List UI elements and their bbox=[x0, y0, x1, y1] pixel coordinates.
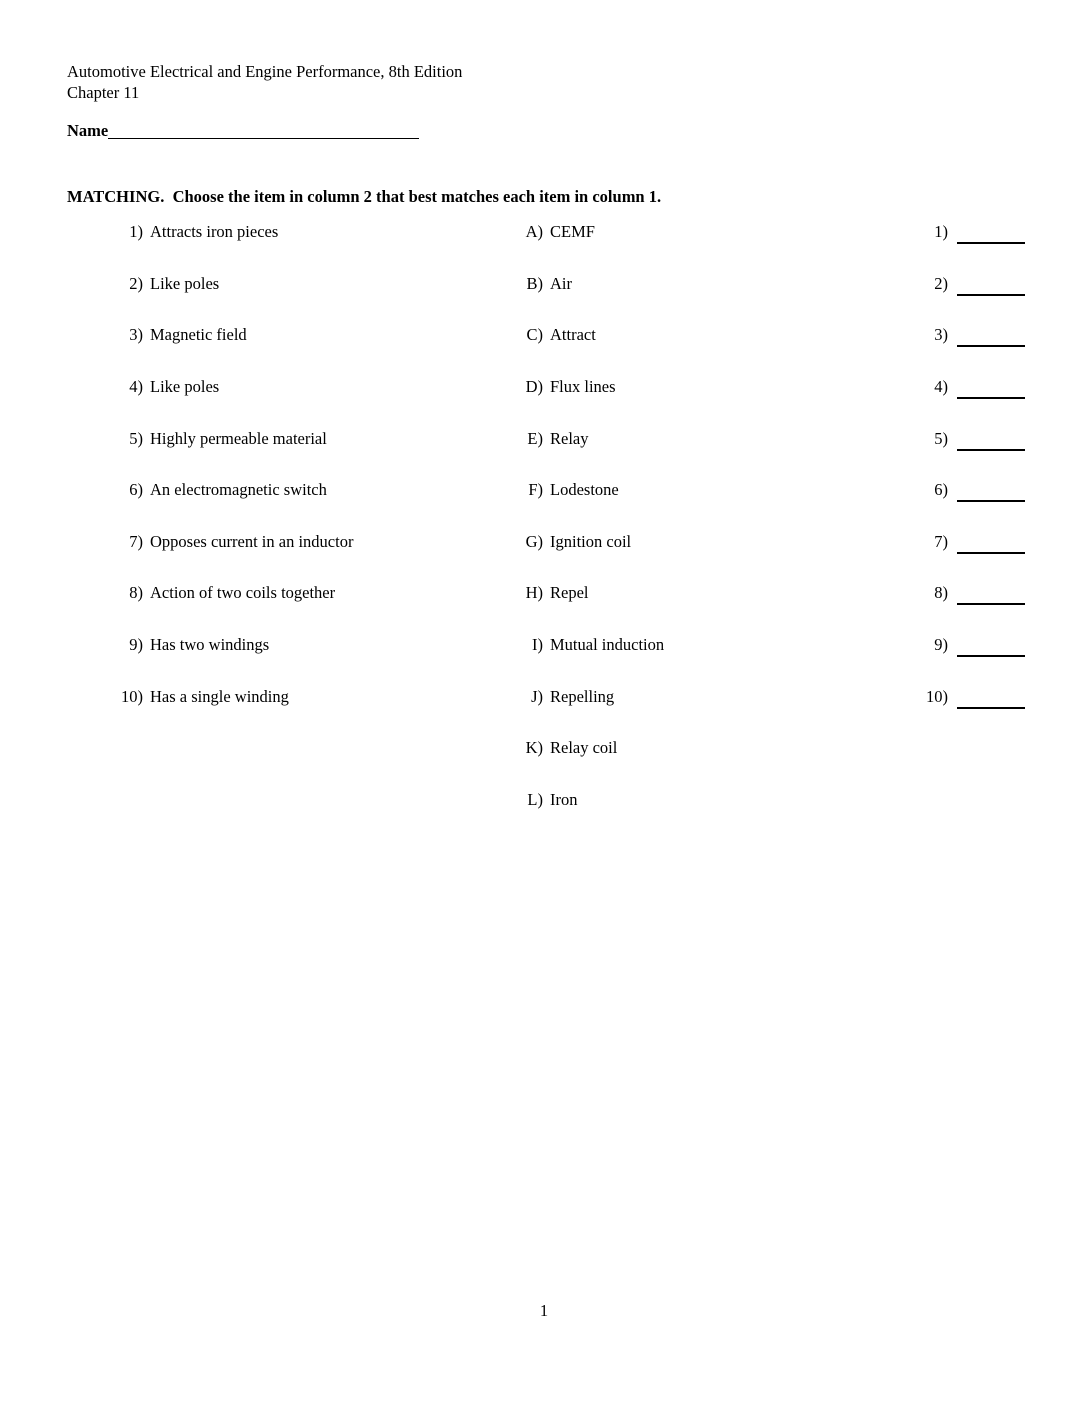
option-letter: E) bbox=[527, 428, 543, 448]
item-number: 10) bbox=[121, 686, 143, 706]
item-number: 2) bbox=[129, 273, 143, 293]
option-text: Iron bbox=[550, 790, 578, 810]
option-letter: I) bbox=[532, 635, 543, 655]
item-text: Like poles bbox=[150, 273, 220, 293]
option-letter: A) bbox=[525, 222, 543, 241]
item-text: Like poles bbox=[150, 376, 220, 396]
item-text: An electromagnetic switch bbox=[150, 480, 327, 500]
answer-row bbox=[880, 480, 1070, 532]
option-letter: C) bbox=[526, 325, 543, 345]
column2-option bbox=[470, 377, 800, 429]
answer-row bbox=[880, 532, 1070, 584]
column2-option bbox=[470, 790, 800, 842]
matching-instructions: MATCHING. Choose the item in column 2 that best matches each item in column 1. bbox=[67, 187, 662, 206]
item-text: Has two windings bbox=[150, 635, 270, 655]
item-number: 5) bbox=[129, 428, 143, 448]
option-letter: B) bbox=[526, 273, 543, 293]
answer-row bbox=[880, 274, 1070, 326]
answer-row bbox=[880, 377, 1070, 429]
column1-item bbox=[67, 583, 477, 635]
answer-number: 2) bbox=[934, 273, 948, 293]
column2-option bbox=[470, 738, 800, 790]
document-header bbox=[67, 61, 462, 103]
option-text: Attract bbox=[550, 325, 596, 345]
option-text: Mutual induction bbox=[550, 635, 665, 655]
answer-blank-line bbox=[957, 333, 1025, 347]
item-text: Opposes current in an inductor bbox=[150, 531, 354, 551]
item-number: 1) bbox=[129, 222, 143, 241]
option-letter: J) bbox=[531, 686, 543, 706]
answer-column bbox=[880, 222, 1070, 738]
answer-row bbox=[880, 429, 1070, 481]
item-number: 7) bbox=[129, 531, 143, 551]
column2-option bbox=[470, 429, 800, 481]
item-number: 3) bbox=[129, 325, 143, 345]
column2-option bbox=[470, 532, 800, 584]
option-text: Ignition coil bbox=[550, 531, 632, 551]
column2-option bbox=[470, 274, 800, 326]
option-text: Flux lines bbox=[550, 376, 616, 396]
document-title: Automotive Electrical and Engine Performance, 8th Edition bbox=[67, 62, 463, 81]
column1-item bbox=[67, 635, 477, 687]
chapter-subtitle: Chapter 11 bbox=[67, 83, 140, 102]
option-letter: L) bbox=[527, 790, 543, 810]
option-letter: F) bbox=[528, 480, 543, 500]
answer-blank-line bbox=[957, 385, 1025, 399]
answer-number: 8) bbox=[934, 583, 948, 603]
answer-row bbox=[880, 222, 1070, 274]
answer-number: 3) bbox=[934, 325, 948, 345]
column1-item bbox=[67, 429, 477, 481]
option-text: Air bbox=[550, 273, 572, 293]
answer-row bbox=[880, 583, 1070, 635]
option-text: Repel bbox=[550, 583, 589, 603]
option-text: Relay coil bbox=[550, 738, 618, 758]
answer-blank-line bbox=[957, 695, 1025, 709]
name-label: Name bbox=[67, 121, 109, 140]
answer-blank-line bbox=[957, 591, 1025, 605]
item-text: Action of two coils together bbox=[150, 583, 336, 603]
item-number: 4) bbox=[129, 376, 143, 396]
option-text: Relay bbox=[550, 428, 589, 448]
option-text: Lodestone bbox=[550, 480, 619, 500]
answer-number: 10) bbox=[926, 686, 948, 706]
option-letter: D) bbox=[525, 376, 543, 396]
column2-option bbox=[470, 635, 800, 687]
column1-item bbox=[67, 222, 477, 274]
column2-option bbox=[470, 325, 800, 377]
answer-blank-line bbox=[957, 540, 1025, 554]
item-text: Has a single winding bbox=[150, 686, 289, 706]
item-number: 8) bbox=[129, 583, 143, 603]
answer-number: 4) bbox=[934, 376, 948, 396]
answer-number: 1) bbox=[934, 222, 948, 241]
column1-item bbox=[67, 377, 477, 429]
answer-row bbox=[880, 325, 1070, 377]
column2-option bbox=[470, 222, 800, 274]
answer-row bbox=[880, 635, 1070, 687]
column1-item bbox=[67, 480, 477, 532]
answer-blank-line bbox=[957, 437, 1025, 451]
item-text: Highly permeable material bbox=[150, 428, 327, 448]
column1-item bbox=[67, 325, 477, 377]
item-number: 9) bbox=[129, 635, 143, 655]
column2-option bbox=[470, 687, 800, 739]
name-row bbox=[67, 121, 419, 141]
answer-number: 5) bbox=[934, 428, 948, 448]
item-text: Magnetic field bbox=[150, 325, 247, 345]
answer-row bbox=[880, 687, 1070, 739]
name-blank-line bbox=[108, 126, 419, 139]
answer-number: 9) bbox=[934, 635, 948, 655]
answer-number: 6) bbox=[934, 480, 948, 500]
answer-blank-line bbox=[957, 488, 1025, 502]
answer-blank-line bbox=[957, 230, 1025, 244]
option-text: Repelling bbox=[550, 686, 615, 706]
answer-number: 7) bbox=[934, 531, 948, 551]
column2-option bbox=[470, 583, 800, 635]
column1-item bbox=[67, 532, 477, 584]
column1-item bbox=[67, 274, 477, 326]
matching-column1 bbox=[67, 222, 477, 738]
option-letter: G) bbox=[525, 531, 543, 551]
answer-blank-line bbox=[957, 643, 1025, 657]
option-text: CEMF bbox=[550, 222, 595, 241]
option-letter: H) bbox=[525, 583, 543, 603]
column2-option bbox=[470, 480, 800, 532]
option-letter: K) bbox=[525, 738, 543, 758]
answer-blank-line bbox=[957, 282, 1025, 296]
item-text: Attracts iron pieces bbox=[150, 222, 279, 241]
page-number: 1 bbox=[539, 1301, 549, 1320]
item-number: 6) bbox=[129, 480, 143, 500]
column1-item bbox=[67, 687, 477, 739]
matching-column2 bbox=[470, 222, 800, 842]
